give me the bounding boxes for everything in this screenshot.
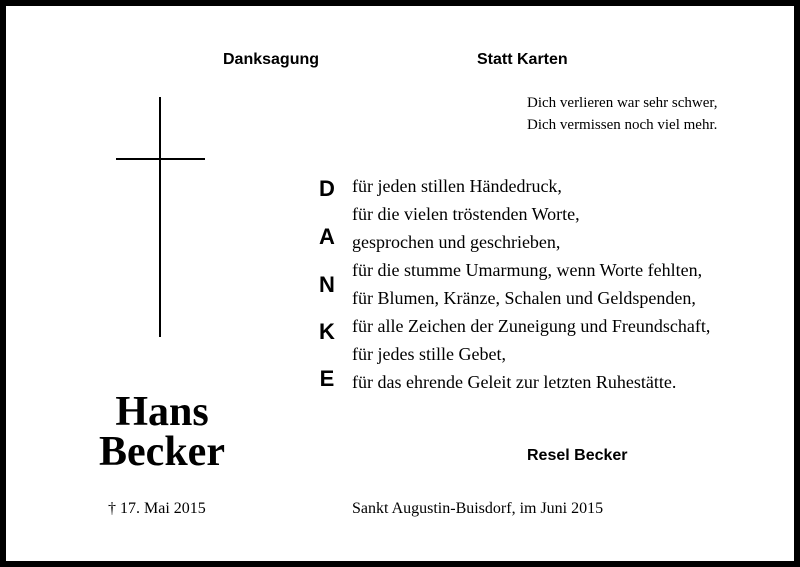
danke-line: für jeden stillen Händedruck, <box>352 176 562 196</box>
place-date: Sankt Augustin-Buisdorf, im Juni 2015 <box>352 500 604 517</box>
danke-line: für die stumme Umarmung, wenn Worte fehlten, <box>352 260 703 280</box>
danke-letter-a: A <box>319 224 335 249</box>
danke-line: für Blumen, Kränze, Schalen und Geldspenden, <box>352 288 696 308</box>
heading-statt-karten: Statt Karten <box>477 51 568 68</box>
death-date: † 17. Mai 2015 <box>108 500 206 517</box>
poem <box>527 92 718 136</box>
poem-line: Dich vermissen noch viel mehr. <box>527 117 718 133</box>
danke-line: für die vielen tröstenden Worte, <box>352 204 580 224</box>
heading-danksagung: Danksagung <box>223 51 320 68</box>
deceased-name <box>62 389 262 475</box>
signature: Resel Becker <box>527 447 628 464</box>
danke-text <box>352 172 710 396</box>
danke-line: gesprochen und geschrieben, <box>352 232 561 252</box>
danke-line: für das ehrende Geleit zur letzten Ruhestätte. <box>352 372 677 392</box>
danke-letter-d: D <box>319 176 335 201</box>
cross-vertical-bar <box>159 97 161 337</box>
cross-horizontal-bar <box>116 158 205 160</box>
danke-letter-k: K <box>319 319 335 344</box>
deceased-last-name: Becker <box>99 429 225 475</box>
deceased-first-name: Hans <box>115 389 209 435</box>
danke-letter-n: N <box>319 272 335 297</box>
danke-letter-e: E <box>319 366 335 391</box>
danke-line: für alle Zeichen der Zuneigung und Freundschaft, <box>352 316 711 336</box>
poem-line: Dich verlieren war sehr schwer, <box>527 95 718 111</box>
danke-line: für jedes stille Gebet, <box>352 344 506 364</box>
